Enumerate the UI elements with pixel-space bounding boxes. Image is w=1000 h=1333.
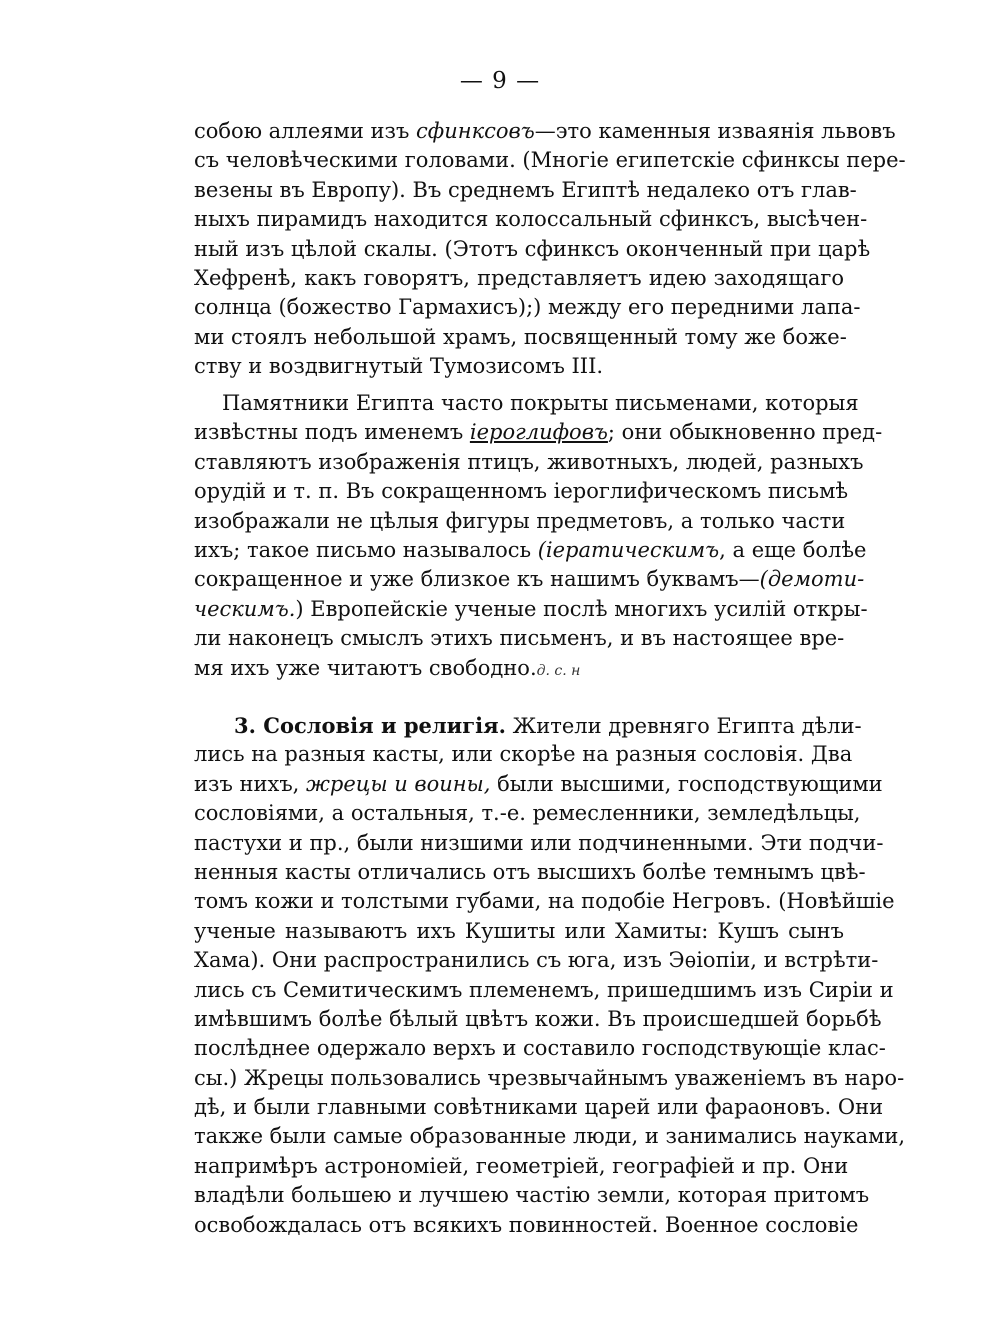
page-number: — 9 — [459, 68, 541, 94]
text-line: сословіями, а остальныя, т.-е. ремесленники, земледѣльцы, [194, 801, 861, 826]
text-line [194, 654, 844, 683]
text-line: везены въ Европу). Въ среднемъ Египтѣ недалеко отъ глав- [194, 177, 857, 202]
text-line: томъ кожи и толстыми губами, на подобіе Негровъ. (Новѣйшіе [194, 889, 895, 914]
paragraph-estates-religion [194, 711, 906, 1240]
text-line: послѣднее одержало верхъ и составило господствующіе клас- [194, 1036, 886, 1061]
handwritten-note: д. с. н [536, 662, 581, 679]
italic-term-hieroglyphs: іероглифовъ [469, 420, 608, 445]
text-run: Жители древняго Египта дѣли- [505, 714, 862, 738]
text-line: имѣвшимъ болѣе бѣлый цвѣтъ кожи. Въ происшедшей борьбѣ [194, 1006, 882, 1031]
text-line [194, 536, 867, 565]
text-line: изображали не цѣлыя фигуры предметовъ, а только части [194, 508, 846, 533]
text-run: , а еще болѣе [719, 537, 867, 562]
text-line [194, 565, 865, 594]
paragraph-sphinxes [194, 117, 906, 382]
text-line: владѣли большею и лучшею частію земли, которая притомъ [194, 1183, 870, 1208]
text-line: сы.) Жрецы пользовались чрезвычайнымъ уваженіемъ въ наро- [194, 1065, 905, 1090]
text-run: собою аллеями изъ [194, 119, 417, 143]
text-line: ли наконецъ смыслъ этихъ письменъ, и въ настоящее вре- [194, 626, 845, 651]
paragraph-hieroglyphs [194, 389, 883, 683]
text-run: мя ихъ уже читаютъ свободно. [194, 655, 537, 680]
italic-term-hieratic: (іератическимъ [537, 537, 720, 562]
text-line: ный изъ цѣлой скалы. (Этотъ сфинксъ оконченный при царѣ [194, 236, 871, 261]
text-line: дѣ, и были главными совѣтниками царей или фараоновъ. Они [194, 1095, 884, 1120]
text-line: пастухи и пр., были низшими или подчиненными. Эти подчи- [194, 830, 884, 855]
text-line: орудій и т. п. Въ сокращенномъ іероглифическомъ письмѣ [194, 479, 849, 504]
text-line: солнца (божество Гармахисъ);) между его передними лапа- [194, 295, 861, 320]
text-run: —это каменныя изваянія львовъ [534, 119, 896, 143]
text-line: ставляютъ изображенія птицъ, животныхъ, людей, разныхъ [194, 449, 864, 474]
text-line: ми стоялъ небольшой храмъ, посвященный тому же боже- [194, 324, 847, 349]
text-line [194, 770, 883, 799]
italic-term-demotic: (демоти- [759, 567, 865, 592]
text-run: ) Европейскіе ученые послѣ многихъ усилій откры- [295, 596, 868, 621]
text-line: лись съ Семитическимъ племенемъ, пришедшимъ изъ Сиріи и [194, 977, 894, 1002]
text-run: извѣстны подъ именемъ [194, 420, 470, 445]
text-line [194, 418, 883, 447]
text-line: напримѣръ астрономіей, геометріей, географіей и пр. Они [194, 1153, 849, 1178]
italic-term-sphinxes: сфинксовъ [416, 119, 535, 143]
text-line: ученые называютъ ихъ Кушиты или Хамиты: Кушъ сынъ [194, 918, 844, 943]
text-line: ныхъ пирамидъ находится колоссальный сфинксъ, высѣчен- [194, 207, 868, 232]
text-line: также были самые образованные люди, и занимались науками, [194, 1124, 906, 1149]
text-run: сокращенное и уже близкое къ нашимъ буквамъ— [194, 567, 760, 592]
section-heading: 3. Сословія и религія. [234, 713, 506, 738]
text-line: Хефренѣ, какъ говорятъ, представляетъ идею заходящаго [194, 265, 844, 290]
text-run: ихъ; такое письмо называлось [194, 537, 538, 562]
text-line: ству и воздвигнутый Тумозисомъ III. [194, 354, 604, 379]
text-line: освобождалась отъ всякихъ повинностей. Военное сословіе [194, 1212, 859, 1237]
text-line [194, 117, 896, 146]
text-line: Хама). Они распространились съ юга, изъ Эѳіопіи, и встрѣти- [194, 948, 879, 973]
italic-term-priests-warriors: жрецы и воины, [306, 771, 491, 796]
text-line: Памятники Египта часто покрыты письменами, которыя [222, 391, 859, 415]
text-line: лись на разныя касты, или скорѣе на разныя сословія. Два [194, 742, 853, 767]
text-line: ненныя касты отличались отъ высшихъ болѣе темнымъ цвѣ- [194, 859, 866, 884]
text-run: были высшими, господствующими [490, 771, 883, 796]
text-line [194, 595, 868, 624]
text-line: съ человѣческими головами. (Многіе египетскіе сфинксы пере- [194, 148, 906, 173]
text-line [194, 711, 862, 740]
italic-term-demotic-end: ческимъ. [194, 596, 296, 621]
text-run: изъ нихъ, [194, 771, 307, 796]
text-run: ; они обыкновенно пред- [607, 420, 883, 445]
